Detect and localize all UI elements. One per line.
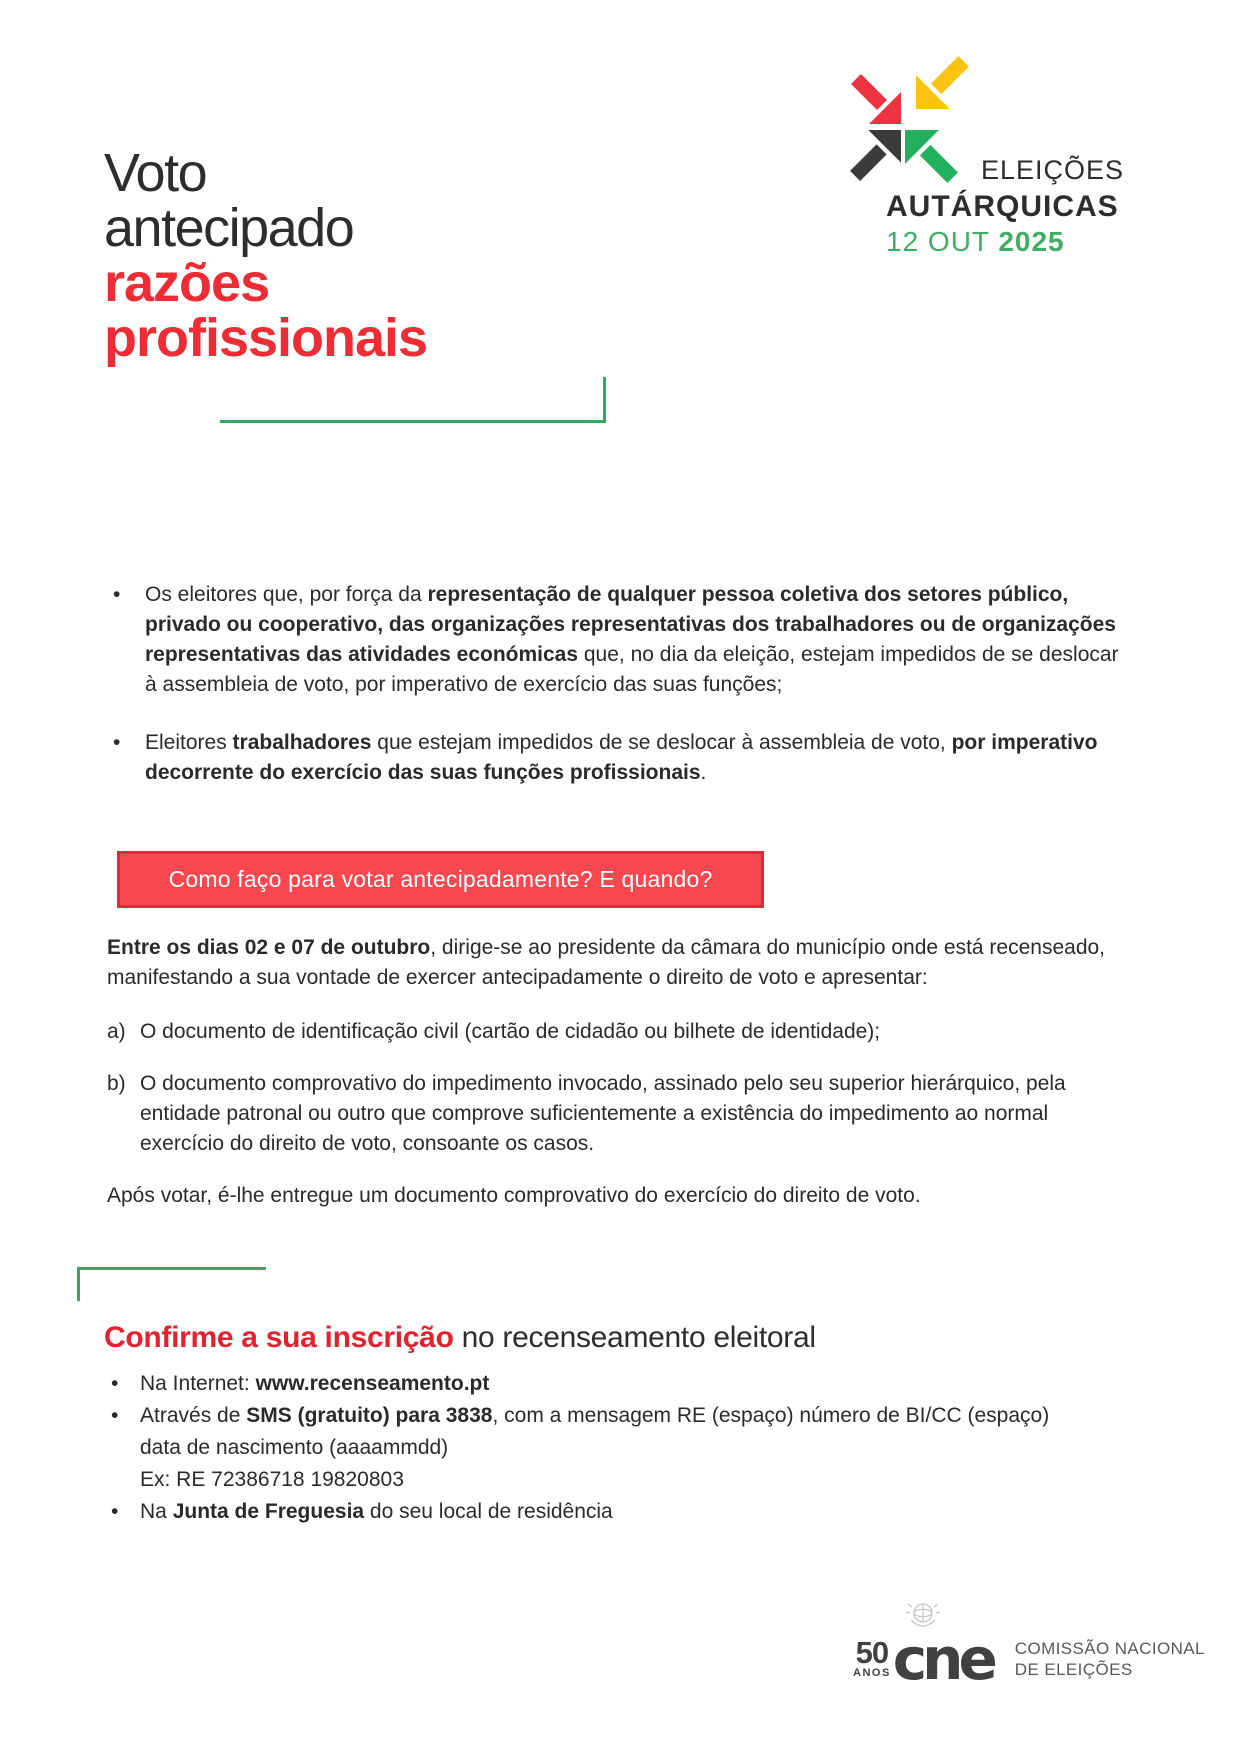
election-date-prefix: 12 OUT — [886, 226, 999, 257]
confirm-heading — [104, 1320, 816, 1356]
yellow-arrow-down-left-icon — [916, 56, 969, 109]
confirm-corner-bracket — [77, 1267, 266, 1301]
list-item-a — [107, 1017, 1147, 1047]
list-item: • Na Junta de Freguesia do seu local de residência — [107, 1496, 1107, 1528]
list-item: • Os eleitores que, por força da representação de qualquer pessoa coletiva dos setores público, privado ou cooperativo, das organizações representativas dos trabalhadores ou de organizações representativas das atividades económicas que, no dia da eleição, estejam impedidos de se deslocar à assembleia de voto, por imperativo de exercício das suas funções; — [107, 580, 1147, 700]
title-line-2: antecipado — [104, 198, 354, 258]
list-item-text: O documento de identificação civil (cartão de cidadão ou bilhete de identidade); — [140, 1020, 881, 1043]
anniversary-number: 50 — [855, 1635, 889, 1670]
question-banner: Como faço para votar antecipadamente? E quando? — [117, 851, 764, 908]
organization-name-line1: COMISSÃO NACIONAL — [1014, 1639, 1205, 1658]
anniversary-label: ANOS — [853, 1667, 891, 1679]
confirm-heading-rest: no recenseamento eleitoral — [453, 1320, 816, 1354]
cne-logo-mark: cne — [892, 1625, 993, 1693]
title-underline-bracket — [220, 377, 606, 423]
title-line-1: Voto — [104, 143, 207, 203]
confirm-heading-highlight: Confirme a sua inscrição — [104, 1320, 454, 1354]
eligibility-section — [107, 580, 1147, 816]
list-marker: a) — [107, 1020, 126, 1043]
page-title — [104, 143, 428, 368]
cne-footer — [853, 1625, 1205, 1693]
coat-of-arms-icon — [903, 1598, 943, 1630]
list-item: • Através de SMS (gratuito) para 3838, com a mensagem RE (espaço) número de BI/CC (espaço) data de nascimento (aaaammdd) Ex: RE 72386718 19820803 — [107, 1400, 1107, 1496]
list-item-text: O documento comprovativo do impedimento invocado, assinado pelo seu superior hierárquico, pela entidade patronal ou outro que comprove suficientemente a existência do impedimento ao normal exercício do direito de voto, consoante os casos. — [140, 1072, 1066, 1155]
confirm-list — [107, 1368, 1107, 1528]
election-logo-date — [886, 225, 1124, 259]
howto-intro: Entre os dias 02 e 07 de outubro, dirige-se ao presidente da câmara do município onde está recenseado, manifestando a sua vontade de exercer antecipadamente o direito de voto e apresentar: — [107, 936, 1106, 989]
title-line-4: profissionais — [104, 308, 428, 368]
election-date-year: 2025 — [998, 226, 1065, 257]
list-item-b — [107, 1069, 1147, 1159]
list-item: • Eleitores trabalhadores que estejam impedidos de se deslocar à assembleia de voto, por imperativo decorrente do exercício das suas funções profissionais. — [107, 728, 1147, 788]
howto-section — [107, 933, 1147, 1211]
list-marker: b) — [107, 1072, 126, 1095]
organization-name-line2: DE ELEIÇÕES — [1014, 1660, 1133, 1679]
election-logo-text — [886, 152, 1124, 259]
title-line-3: razões — [104, 253, 270, 313]
election-logo-line2: AUTÁRQUICAS — [886, 190, 1119, 223]
list-item: • Na Internet: www.recenseamento.pt — [107, 1368, 1107, 1400]
howto-closing-note: Após votar, é-lhe entregue um documento comprovativo do exercício do direito de voto. — [107, 1184, 921, 1207]
organization-name — [1015, 1638, 1205, 1680]
election-logo-line1: ELEIÇÕES — [980, 155, 1124, 185]
red-arrow-down-right-icon — [851, 74, 901, 124]
anniversary-badge — [853, 1635, 891, 1679]
